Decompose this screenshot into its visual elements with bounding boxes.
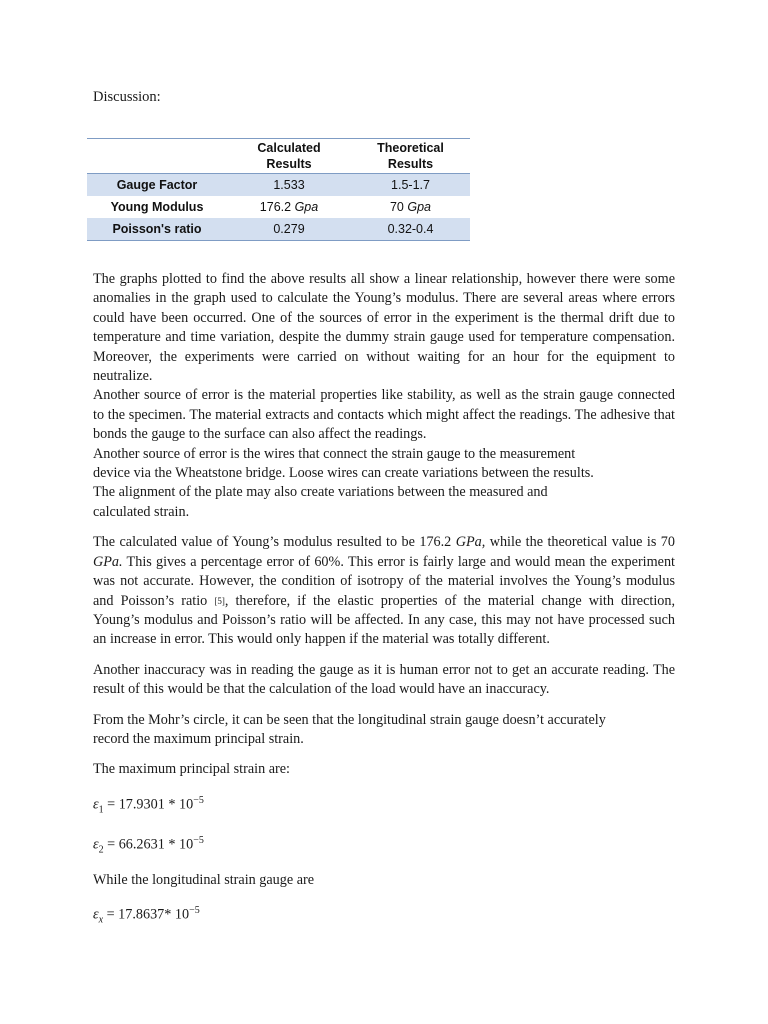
gauge-factor-theoretical: 1.5-1.7: [351, 174, 470, 197]
eq2-value: = 66.2631 *: [103, 836, 179, 853]
paragraph-longitudinal-strain: While the longitudinal strain gauge are: [93, 871, 315, 888]
table-row: [87, 174, 470, 197]
header-theoretical-text: Theoretical Results: [377, 141, 444, 171]
eq2-exponent: −5: [193, 834, 204, 846]
eqx-symbol: ε: [93, 906, 99, 923]
table-header-row: [87, 139, 470, 174]
citation-reference: [5]: [214, 595, 225, 606]
equation-epsilon-2: [93, 831, 675, 860]
eq2-base: 10: [179, 836, 194, 853]
header-calculated-text: Calculated Results: [257, 141, 321, 171]
young-modulus-calculated: [227, 196, 351, 218]
paragraph-max-principal-strain: The maximum principal strain are:: [93, 761, 290, 778]
young-modulus-calculated-value: 176.2: [259, 200, 292, 214]
young-modulus-calculated-unit: Gpa: [294, 200, 319, 214]
eqx-base: 10: [174, 906, 190, 923]
eq2-symbol: ε: [93, 836, 99, 853]
youngs-text-d: , therefore, if the elastic properties of the material change with direction, Young’s modulus and Poisson’s ratio will be affected. In any case, this may not have processed such an increase in error. This would only happen if the material was totally different.: [93, 592, 676, 648]
young-modulus-theoretical: [351, 196, 470, 218]
paragraph-wires-line-2: device via the Wheatstone bridge. Loose wires can create variations between the results.: [93, 465, 594, 482]
youngs-text-c: This gives a percentage error of 60%. This error is fairly large and would mean the experiment was not accurate. However, the condition of isotropy of the material involves the Young’s modulus and Poisson’s ratio: [93, 553, 675, 609]
header-theoretical: [351, 139, 470, 174]
paragraph-human-error: Another inaccuracy was in reading the gauge as it is human error not to get an accurate reading. The result of this would be that the calculation of the load would have an inaccuracy.: [93, 661, 675, 698]
paragraph-mohrs-circle-line-1: From the Mohr’s circle, it can be seen that the longitudinal strain gauge doesn’t accurately: [93, 711, 606, 728]
paragraph-alignment-line-2: calculated strain.: [93, 503, 190, 520]
header-calculated: [227, 139, 351, 174]
table-row: [87, 196, 470, 218]
paragraph-alignment-line-1: The alignment of the plate may also create variations between the measured and: [93, 484, 548, 501]
youngs-unit-1: GPa,: [455, 534, 486, 551]
eq2-subscript: 2: [98, 844, 104, 856]
discussion-body: [93, 270, 675, 930]
youngs-text-b: while the theoretical value is 70: [485, 534, 675, 551]
paragraph-graphs: The graphs plotted to find the above results all show a linear relationship, however there were some anomalies in the graph used to calculate the Young’s modulus. There are several areas where errors could have been occurred. One of the sources of error in the experiment is the thermal drift due to temperature and time variation, despite the dummy strain gauge used for temperature compensation. Moreover, the experiments were carried on without waiting for an hour for the equipment to neutralize.: [93, 271, 675, 385]
youngs-unit-2: GPa.: [93, 553, 123, 570]
eqx-value: = 17.8637*: [103, 906, 175, 923]
young-modulus-theoretical-value: 70: [389, 200, 404, 214]
results-table: [87, 138, 470, 241]
young-modulus-theoretical-unit: Gpa: [407, 200, 432, 214]
row-label-poissons-ratio: Poisson's ratio: [87, 218, 227, 241]
equation-epsilon-x: [93, 901, 675, 930]
row-label-gauge-factor: Gauge Factor: [87, 174, 227, 197]
youngs-text-a: The calculated value of Young’s modulus resulted to be 176.2: [93, 534, 456, 551]
section-heading: Discussion:: [93, 89, 161, 105]
eq1-base: 10: [179, 796, 194, 813]
paragraph-youngs-modulus-error: [93, 533, 675, 649]
table-row: [87, 218, 470, 241]
row-label-young-modulus: Young Modulus: [110, 200, 204, 214]
gauge-factor-calculated: 1.533: [227, 174, 351, 197]
paragraph-material-properties: Another source of error is the material properties like stability, as well as the strain gauge connected to the specimen. The material extracts and contacts which might affect the readings. The adhesive that bonds the gauge to the surface can also affect the readings.: [93, 387, 675, 443]
poissons-ratio-calculated: 0.279: [227, 218, 351, 241]
header-empty: [87, 139, 227, 174]
eq1-value: = 17.9301 *: [103, 796, 179, 813]
paragraph-wires-line-1: Another source of error is the wires that connect the strain gauge to the measurement: [93, 445, 576, 462]
equation-epsilon-1: [93, 791, 675, 820]
eqx-subscript: x: [98, 914, 104, 926]
poissons-ratio-theoretical: 0.32-0.4: [351, 218, 470, 241]
eq1-symbol: ε: [93, 796, 99, 813]
eq1-subscript: 1: [98, 804, 104, 816]
eqx-exponent: −5: [189, 905, 200, 917]
eq1-exponent: −5: [193, 794, 204, 806]
paragraph-mohrs-circle-line-2: record the maximum principal strain.: [93, 730, 304, 747]
